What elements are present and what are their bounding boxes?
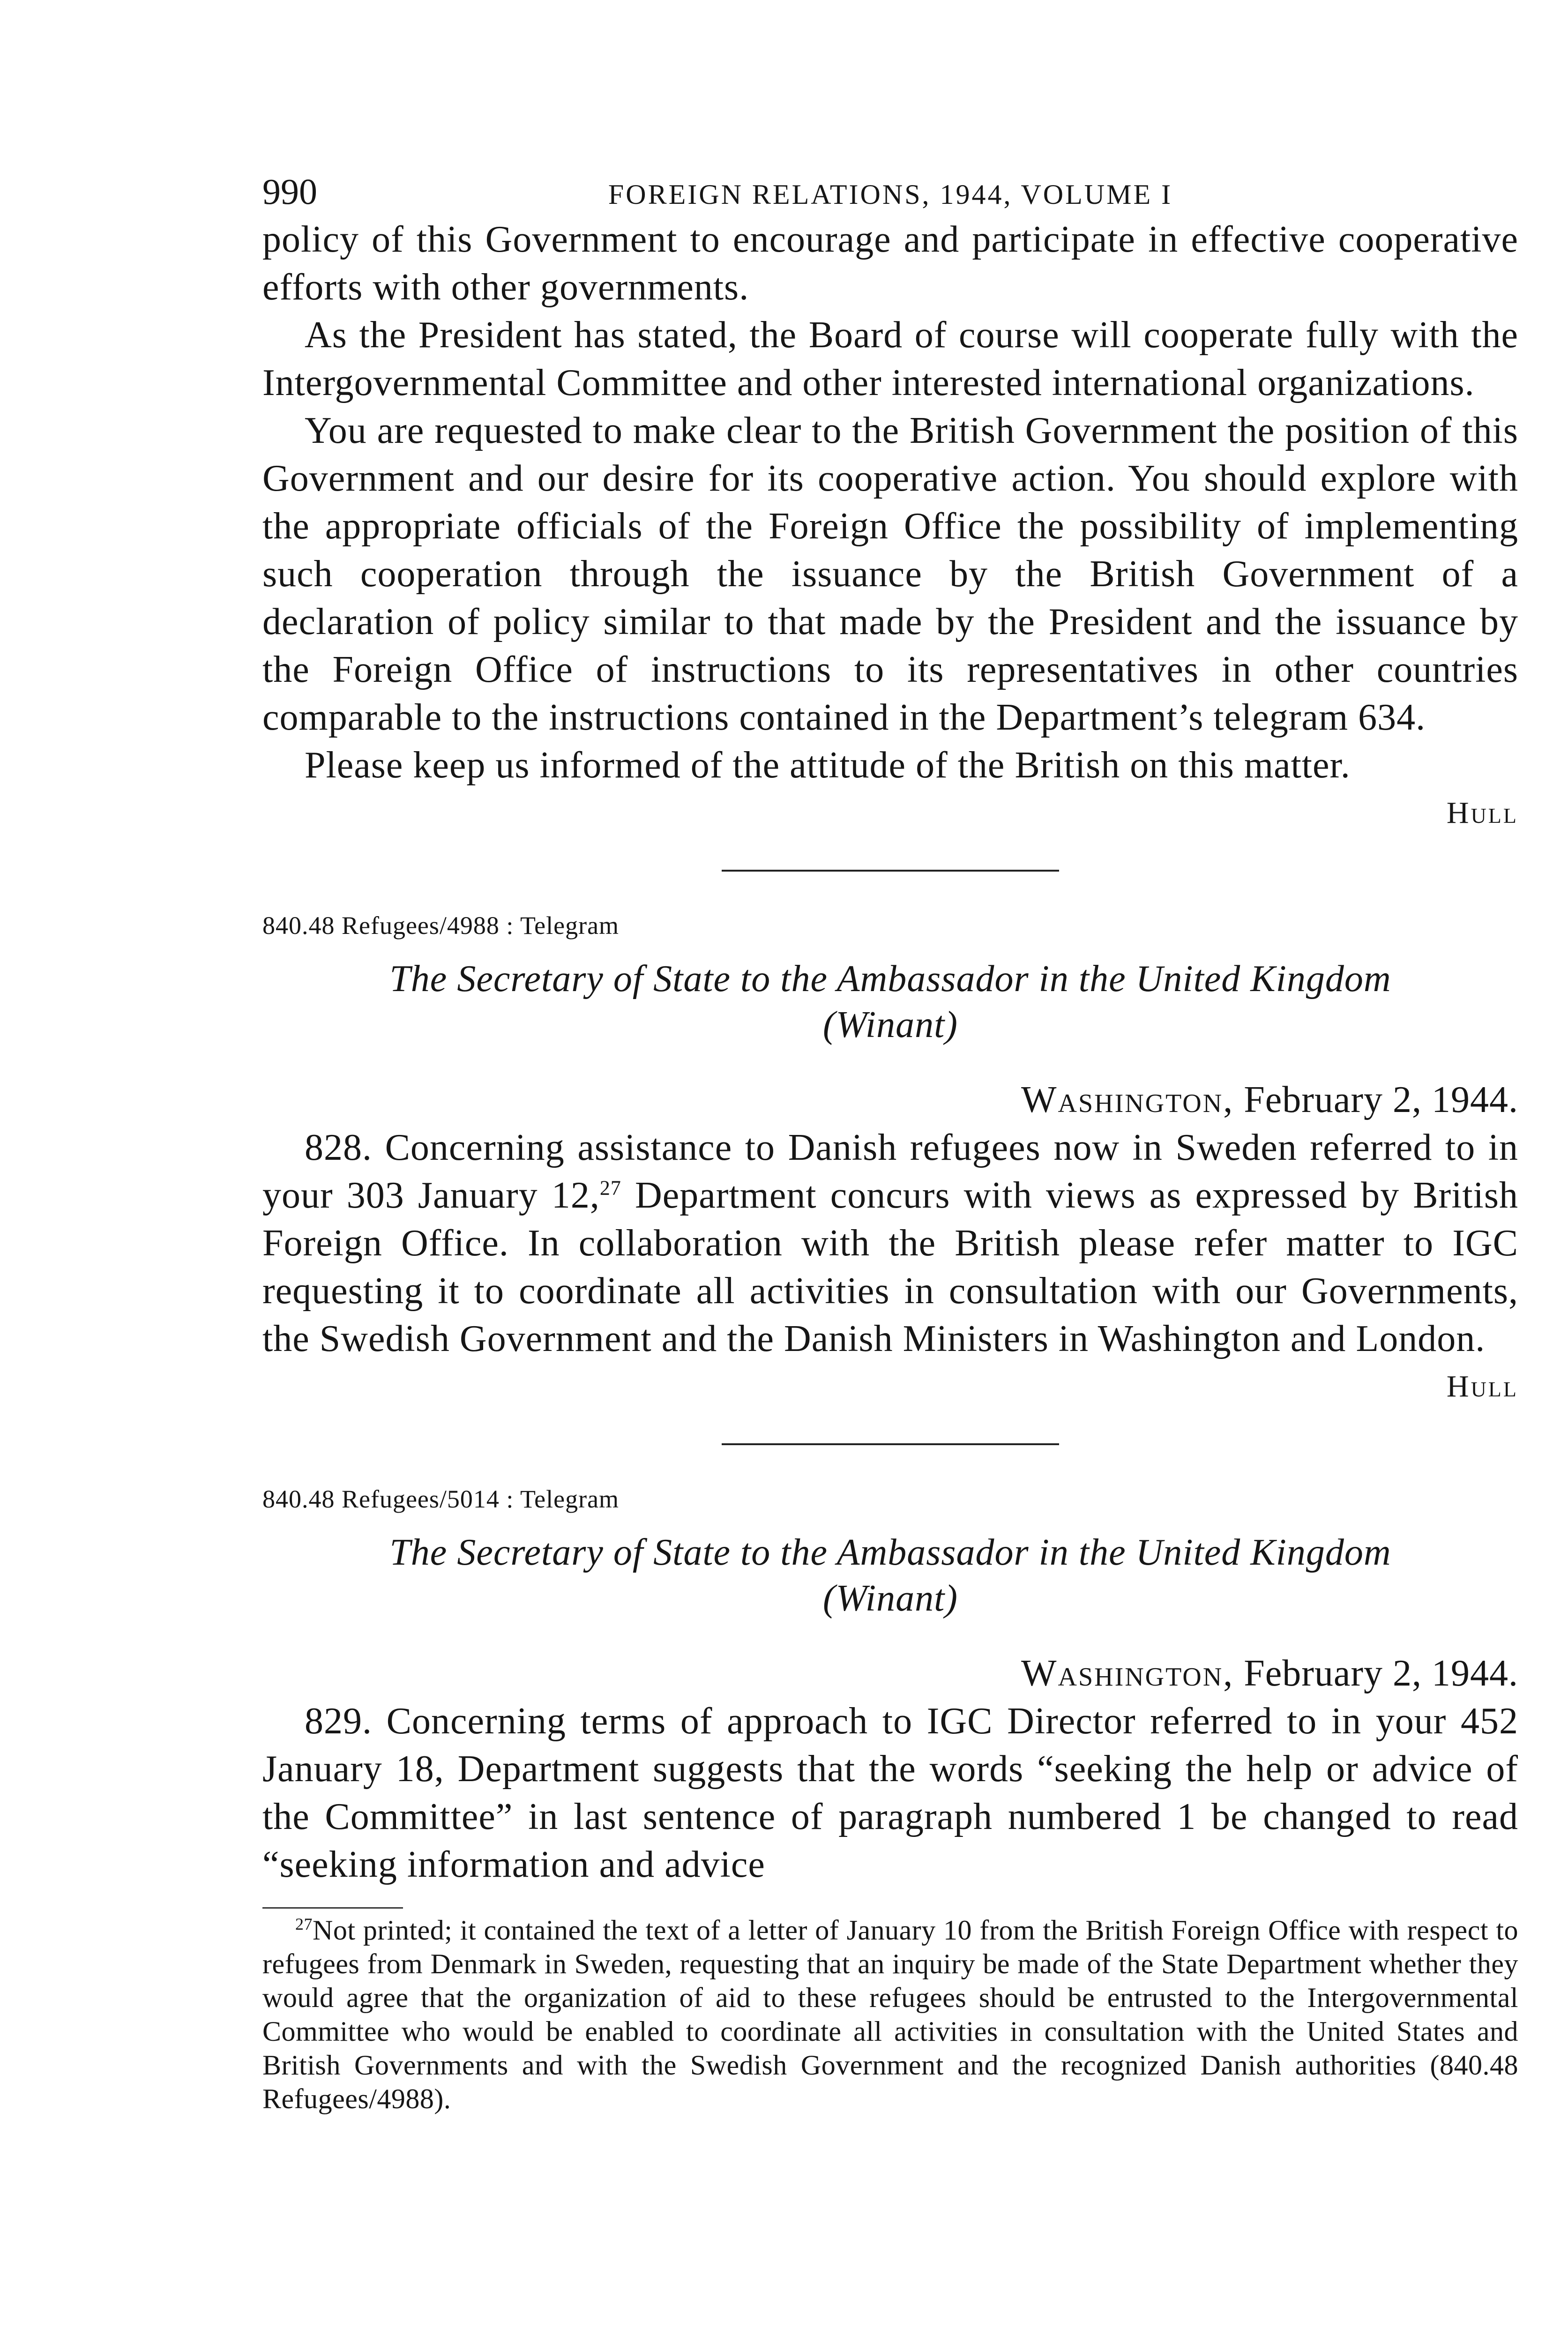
dateline	[262, 1076, 1518, 1124]
section-telegram-829	[262, 1483, 1518, 1888]
section-divider	[722, 870, 1059, 872]
footnote-text: Not printed; it contained the text of a letter of January 10 from the British Foreign Office with respect to refugees from Denmark in Sweden, requesting that an inquiry be made of the State Department whether they would agree that the organization of aid to these refugees should be entrusted to the Intergovernmental Committee who would be enabled to coordinate all activities in consultation with the United States and British Governments and with the Swedish Government and the recognized Danish authorities (840.48 Refugees/4988).	[262, 1915, 1518, 2114]
signature: Hull	[1446, 1369, 1518, 1403]
running-head: FOREIGN RELATIONS, 1944, VOLUME I	[608, 179, 1173, 210]
paragraph-continued: policy of this Government to encourage and participate in effective cooperative efforts with other governments.	[262, 219, 1518, 308]
paragraph-text: 828. Concerning assistance to Danish refugees now in Sweden referred to in your 303 January 12,	[262, 1127, 1518, 1216]
dateline-date: February 2, 1944.	[1244, 1653, 1518, 1694]
paragraph: You are requested to make clear to the British Government the position of this Government and our desire for its cooperative action. You should explore with the appropriate officials of the Foreign Office the possibility of implementing such cooperation through the issuance by the British Government of a declaration of policy similar to that made by the President and the issuance by the Foreign Office of instructions to its representatives in other countries comparable to the instructions contained in the Department’s telegram 634.	[262, 410, 1518, 738]
footnote-marker: 27	[295, 1915, 313, 1933]
title-line: The Secretary of State to the Ambassador in the United Kingdom	[389, 958, 1391, 1000]
file-reference: 840.48 Refugees/4988 : Telegram	[262, 911, 620, 940]
dateline-place: Washington,	[1021, 1653, 1234, 1694]
footnote-reference: 27	[599, 1176, 621, 1200]
document-title	[262, 956, 1518, 1048]
footnote-divider	[262, 1907, 403, 1909]
page-header	[262, 159, 1518, 216]
paragraph	[262, 1124, 1518, 1363]
document-title	[262, 1530, 1518, 1621]
paragraph: 829. Concerning terms of approach to IGC Director referred to in your 452 January 18, Department suggests that the words “seeking the help or advice of the Committee” in last sentence of paragraph numbered 1 be changed to read “seeking information and advice	[262, 1701, 1518, 1885]
paragraph: Please keep us informed of the attitude of the British on this matter.	[305, 745, 1351, 786]
section-continued-telegram	[262, 216, 1518, 837]
section-divider	[722, 1443, 1059, 1445]
dateline-date: February 2, 1944.	[1244, 1079, 1518, 1120]
dateline-place: Washington,	[1021, 1079, 1234, 1120]
page-number: 990	[262, 171, 317, 212]
document-page	[262, 159, 1518, 2116]
dateline	[262, 1649, 1518, 1697]
title-line: (Winant)	[823, 1004, 958, 1045]
signature: Hull	[1446, 796, 1518, 830]
section-telegram-828	[262, 909, 1518, 1410]
paragraph: As the President has stated, the Board of course will cooperate fully with the Intergovernmental Committee and other interested international organizations.	[262, 314, 1518, 403]
title-line: The Secretary of State to the Ambassador in the United Kingdom	[389, 1532, 1391, 1573]
file-reference: 840.48 Refugees/5014 : Telegram	[262, 1485, 620, 1513]
title-line: (Winant)	[823, 1578, 958, 1619]
footnote	[262, 1913, 1518, 2116]
paragraph-text: Department concurs with views as expressed by British Foreign Office. In collaboration with the British please refer matter to IGC requesting it to coordinate all activities in consultation with our Governments, the Swedish Government and the Danish Ministers in Washington and London.	[262, 1175, 1519, 1359]
